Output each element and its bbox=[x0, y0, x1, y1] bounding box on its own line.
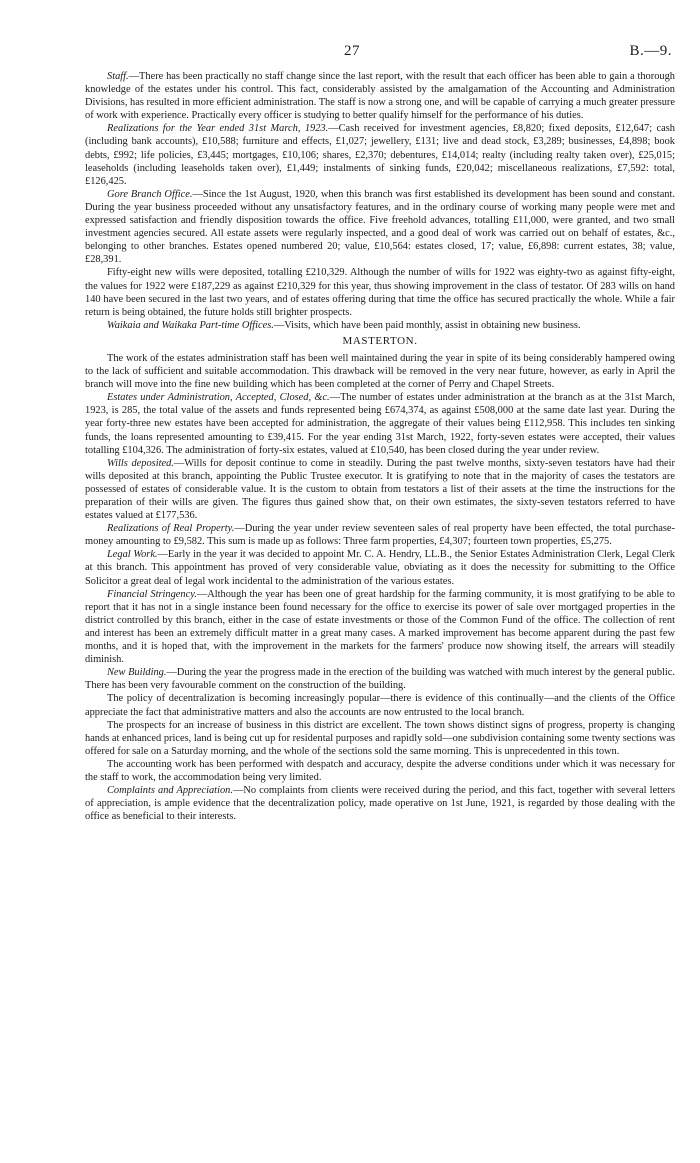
document-reference: B.—9. bbox=[629, 43, 672, 59]
paragraph bbox=[85, 522, 675, 548]
paragraph-lead: Legal Work. bbox=[107, 549, 158, 561]
paragraph-text: The policy of decentralization is becoming increasingly popular—there is evidence of this continually—and the clients of the Office appreciate the fact that administrative matters and also the accounts are now entrusted to the local branch. bbox=[85, 693, 675, 718]
paragraph bbox=[85, 548, 675, 587]
paragraph-text: —Since the 1st August, 1920, when this branch was first established its development has been sound and constant. During the year business proceeded without any unsatisfactory features, and in the ordinary course of working many people were met and expressed satisfaction and friendly disposition towards the office. Five freehold advances, totalling £11,000, were granted, and two small investment agencies secured. All estate assets were regularly inspected, and a good deal of work was carried out on behalf of estates, &c., belonging to other branches. Estates opened numbered 20; value, £10,564: estates closed, 17; value, £6,898: current estates, 38; value, £28,391. bbox=[85, 188, 675, 266]
paragraph-lead: Gore Branch Office. bbox=[107, 188, 193, 200]
paragraph bbox=[85, 666, 675, 692]
paragraph bbox=[85, 692, 675, 718]
paragraph-text: —There has been practically no staff change since the last report, with the result that each officer has been able to gain a thorough knowledge of the estates under his control. This fact, considerably assisted by the amalgamation of the Accounting and Administration Divisions, has resulted in more efficient administration. The staff is now a strong one, and will be capable of carrying a much greater pressure of work with experience. Practically every officer is studying to better qualify himself for the performance of his duties. bbox=[85, 71, 675, 122]
paragraph-text: —No complaints from clients were received during the period, and this fact, together with several letters of appreciation, is ample evidence that the decentralization policy, made operative on 1st June, 1921, is regarded by those dealing with the office as beneficial to their interests. bbox=[85, 785, 675, 823]
paragraph-text: —Visits, which have been paid monthly, assist in obtaining new business. bbox=[273, 319, 581, 331]
paragraph-text: —During the year the progress made in the erection of the building was watched with much interest by the general public. There has been very favourable comment on the construction of the building. bbox=[85, 667, 675, 692]
paragraph bbox=[85, 391, 675, 456]
body-text bbox=[85, 70, 675, 823]
paragraph bbox=[85, 719, 675, 758]
paragraph-text: —During the year under review seventeen sales of real property have been effected, the total purchase-money amounting to £9,582. This sum is made up as follows: Three farm properties, £4,307; fourteen town properties, £5,275. bbox=[85, 523, 675, 548]
paragraph-text: —Cash received for investment agencies, £8,820; fixed deposits, £12,647; cash (including bank accounts), £10,588; furniture and effects, £1,027; jewellery, £131; live and dead stock, £3,289; businesses, £4,898; book debts, £992; life policies, £3,445; mortgages, £10,106; shares, £2,370; debentures, £14,014; realty (including realty taken over), £25,015; leaseholds (including leaseholds taken over), £1,449; instalments of sinking funds, £20,042; miscellaneous realizations, £7,592: total, £126,425. bbox=[85, 123, 675, 187]
paragraph-text: The prospects for an increase of business in this district are excellent. The town shows distinct signs of progress, property is changing hands at enhanced prices, land is being cut up for residental purposes and rapidly sold—one subdivision containing some twenty sections was offered for sale on a Saturday morning, and the whole of the sections sold the same morning. This is unprecedented in this town. bbox=[85, 719, 675, 757]
paragraph bbox=[85, 758, 675, 784]
paragraph-lead: Financial Stringency. bbox=[107, 588, 197, 600]
paragraph-lead: Waikaia and Waikaka Part-time Offices. bbox=[107, 319, 274, 331]
paragraph bbox=[85, 70, 675, 122]
paragraph-lead: Estates under Administration, Accepted, Closed, &c. bbox=[107, 392, 330, 404]
paragraph bbox=[85, 266, 675, 318]
paragraph-lead: Staff. bbox=[107, 71, 129, 82]
paragraph-text: The accounting work has been performed with despatch and accuracy, despite the adverse conditions under which it was necessary for the staff to work, the accommodation being very limited. bbox=[85, 758, 675, 783]
paragraph-text: —The number of estates under administration at the branch as at the 31st March, 1923, is 285, the total value of the assets and funds represented being £674,374, as against £508,000 at the same date last year. During the year forty-three new estates have been accepted for administration, the aggregate of their values being £112,958. This includes ten sinking funds, the loans represented amounting to £39,415. For the year ending 31st March, 1922, forty-seven estates were accepted, their values totalling £104,326. The administration of forty-six estates, valued at £10,540, has been closed during the year under review. bbox=[85, 392, 676, 456]
paragraph bbox=[85, 588, 675, 667]
paragraph bbox=[85, 122, 675, 187]
paragraph-lead: Complaints and Appreciation. bbox=[107, 785, 233, 797]
paragraph bbox=[85, 457, 675, 522]
paragraph-text: —Early in the year it was decided to appoint Mr. C. A. Hendry, LL.B., the Senior Estates Administration Clerk, Legal Clerk at this branch. This appointment has proved of very considerable value, obviating as it does the necessity for submitting to the Office Solicitor a great deal of legal work incidental to the administration of the various estates. bbox=[85, 549, 675, 587]
section-heading: MASTERTON. bbox=[342, 334, 418, 347]
paragraph-text: Fifty-eight new wills were deposited, totalling £210,329. Although the number of wills for 1922 was eighty-two as against fifty-eight, the values for 1922 were £187,229 as against £210,329 for this year, thus showing improvement in the class of testator. Of 283 wills on hand 140 have been secured in the last two years, and of estates offering during that time the office has secured practically the whole. While a fair return is being obtained, the future holds still brighter prospects. bbox=[85, 267, 675, 318]
paragraph-text: —Wills for deposit continue to come in steadily. During the past twelve months, sixty-seven testators have had their wills deposited at this branch, appointing the Public Trustee executor. It is gratifying to note that in the majority of cases the testators are possessed of estates of considerable value. It is the custom to obtain from testators a list of their assets at the time the instructions for the preparation of their wills are given. The figures thus gained show that, on their own estimates, the sixty-seven testators referred to have estates valued at £177,536. bbox=[85, 457, 675, 522]
paragraph bbox=[85, 352, 675, 391]
paragraph-lead: Wills deposited. bbox=[107, 457, 174, 469]
paragraph-text: —Although the year has been one of great hardship for the farming community, it is most gratifying to be able to report that it has not in a single instance been found necessary for the office to exercise its power of sale over mortgaged properties in the district controlled by this branch, either in the case of estate investments or those of the Common Fund of the office. The collection of rent and interest has been an extremely difficult matter in a great many cases. A marked improvement has become apparent during the past few months, and it is hoped that, with the improvement in the markets for the farmers' produce now showing itself, the arrears will steadily diminish. bbox=[85, 588, 675, 666]
paragraph-lead: Realizations for the Year ended 31st March, 1923. bbox=[107, 123, 329, 135]
paragraph bbox=[85, 188, 675, 267]
paragraph-lead: Realizations of Real Property. bbox=[107, 523, 235, 535]
paragraph bbox=[85, 784, 675, 823]
paragraph-lead: New Building. bbox=[107, 667, 167, 679]
page-number: 27 bbox=[344, 43, 360, 59]
paragraph-text: The work of the estates administration staff has been well maintained during the year in spite of its being considerably hampered owing to the lack of sufficient and suitable accommodation. This drawback will be removed in the very near future, however, as early in April the branch will move into the fine new building which has been completed at the corner of Perry and Chapel Streets. bbox=[85, 352, 675, 391]
paragraph bbox=[85, 319, 675, 332]
